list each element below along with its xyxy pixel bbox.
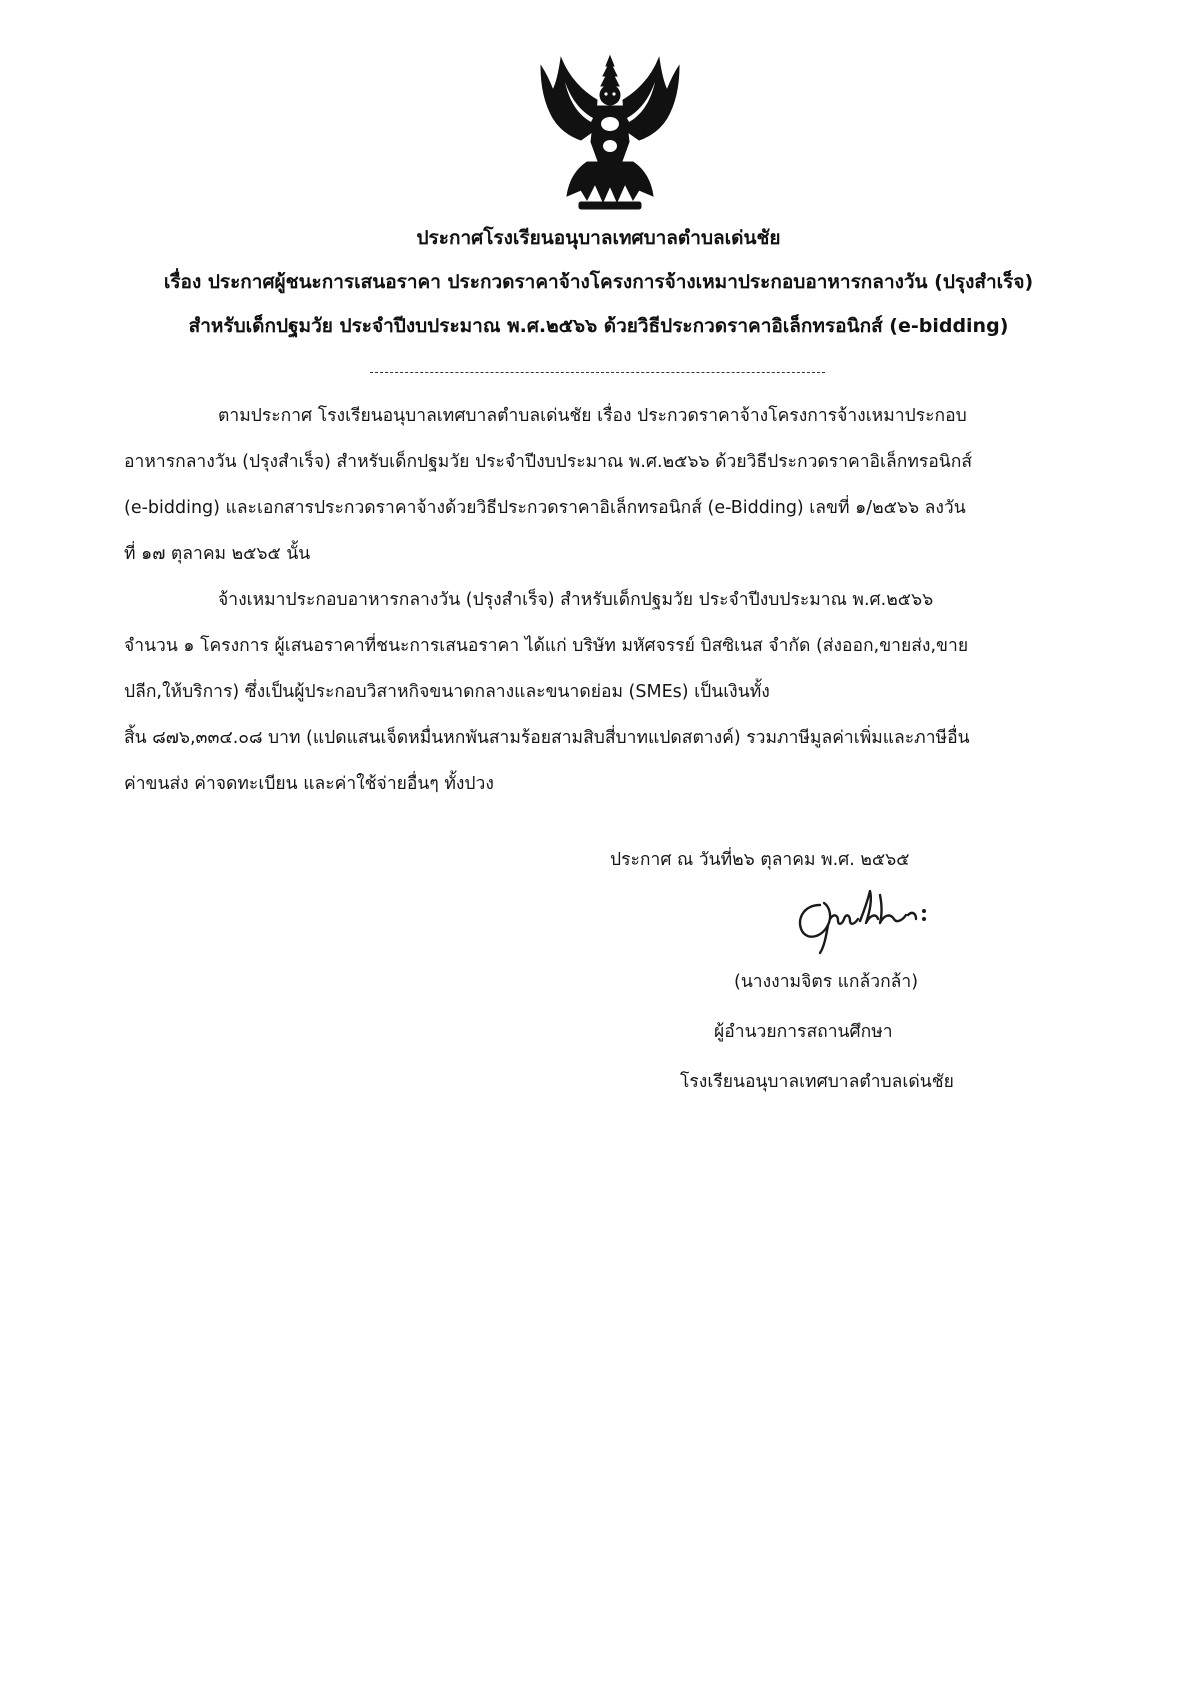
- announcement-date: ประกาศ ณ วันที่๒๖ ตุลาคม พ.ศ. ๒๕๖๕: [610, 850, 910, 870]
- paragraph-1-line-2: อาหารกลางวัน (ปรุงสำเร็จ) สำหรับเด็กปฐมวัย ประจำปีงบประมาณ พ.ศ.๒๕๖๖ ด้วยวิธีประกวดราคาอิเล็กทรอนิกส์: [124, 452, 973, 472]
- announcement-title: ประกาศโรงเรียนอนุบาลเทศบาลตำบลเด่นชัย: [416, 227, 781, 249]
- paragraph-1-line-4: ที่ ๑๗ ตุลาคม ๒๕๖๕ นั้น: [124, 544, 311, 564]
- paragraph-2-line-4: สิ้น ๘๗๖,๓๓๔.๐๘ บาท (แปดแสนเจ็ดหมื่นหกพันสามร้อยสามสิบสี่บาทแปดสตางค์) รวมภาษีมูลค่าเพิ่มและภาษีอื่น: [124, 728, 970, 748]
- signer-position: ผู้อำนวยการสถานศึกษา: [714, 1022, 893, 1042]
- header-divider: [370, 372, 825, 373]
- paragraph-2-line-2: จำนวน ๑ โครงการ ผู้เสนอราคาที่ชนะการเสนอราคา ได้แก่ บริษัท มหัศจรรย์ บิสซิเนส จำกัด (ส่งออก,ขายส่ง,ขาย: [124, 636, 969, 656]
- garuda-emblem-icon: [535, 52, 685, 212]
- paragraph-2-line-1: จ้างเหมาประกอบอาหารกลางวัน (ปรุงสำเร็จ) สำหรับเด็กปฐมวัย ประจำปีงบประมาณ พ.ศ.๒๕๖๖: [218, 590, 934, 610]
- paragraph-1-line-1: ตามประกาศ โรงเรียนอนุบาลเทศบาลตำบลเด่นชัย เรื่อง ประกวดราคาจ้างโครงการจ้างเหมาประกอบ: [218, 406, 967, 426]
- handwritten-signature-icon: [790, 885, 960, 955]
- paragraph-2-line-3: ปลีก,ให้บริการ) ซึ่งเป็นผู้ประกอบวิสาหกิจขนาดกลางและขนาดย่อม (SMEs) เป็นเงินทั้ง: [124, 682, 770, 702]
- paragraph-2-line-5: ค่าขนส่ง ค่าจดทะเบียน และค่าใช้จ่ายอื่นๆ ทั้งปวง: [124, 774, 494, 794]
- paragraph-1-line-3: (e-bidding) และเอกสารประกวดราคาจ้างด้วยวิธีประกวดราคาอิเล็กทรอนิกส์ (e-Bidding) เลขที่ ๑/๒๕๖๖ ลงวัน: [124, 498, 966, 518]
- announcement-subject-continued: สำหรับเด็กปฐมวัย ประจำปีงบประมาณ พ.ศ.๒๕๖๖ ด้วยวิธีประกวดราคาอิเล็กทรอนิกส์ (e-bidding): [188, 315, 1009, 337]
- announcement-subject: เรื่อง ประกาศผู้ชนะการเสนอราคา ประกวดราคาจ้างโครงการจ้างเหมาประกอบอาหารกลางวัน (ปรุงสำเร็จ): [163, 271, 1034, 293]
- signer-organization: โรงเรียนอนุบาลเทศบาลตำบลเด่นชัย: [680, 1072, 954, 1092]
- signer-name: (นางงามจิตร แกล้วกล้า): [734, 972, 919, 992]
